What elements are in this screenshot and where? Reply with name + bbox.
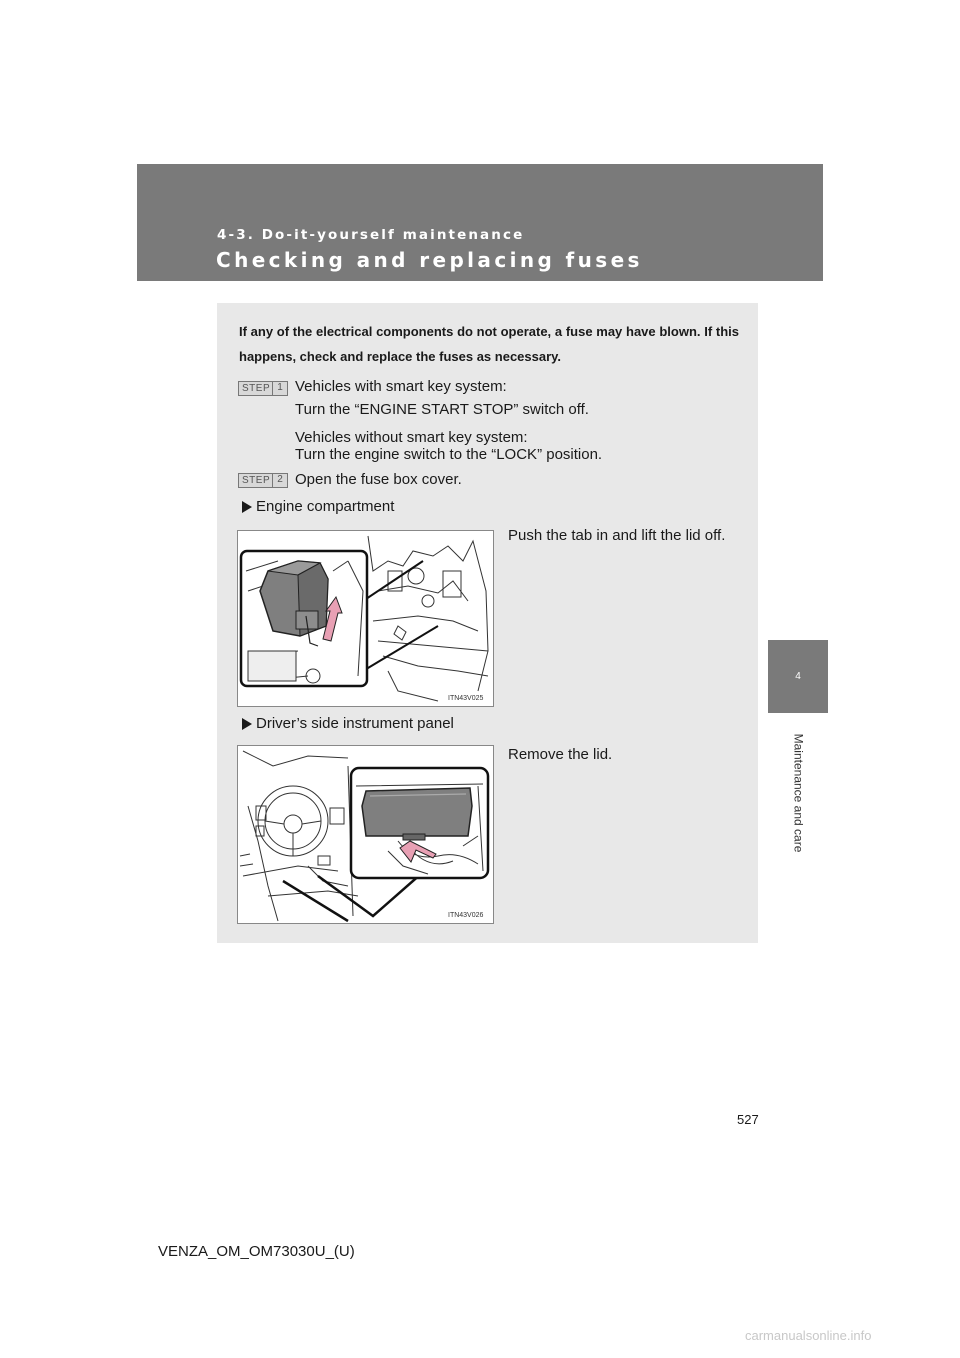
watermark: carmanualsonline.info [745,1328,872,1343]
step-1-number: 1 [272,381,287,396]
instrument-panel-drawing [238,746,493,923]
instrument-panel-illustration [237,745,494,924]
engine-fuse-box-drawing [238,531,493,706]
engine-description: Push the tab in and lift the lid off. [508,527,726,544]
section-header [137,164,823,281]
bullet-arrow-icon [242,501,252,513]
page-title: Checking and replacing fuses [216,248,643,272]
chapter-tab-number: 4 [768,640,828,713]
step-2-word: STEP [242,475,271,486]
intro-text: If any of the electrical components do not operate, a fuse may have blown. If this happens, check and replace the fuses as necessary. [239,324,739,364]
step-1-line-1: Vehicles with smart key system: [295,378,507,395]
content-panel [217,303,758,943]
step-1-line-4: Turn the engine switch to the “LOCK” position. [295,446,603,463]
step-2-number: 2 [272,473,287,488]
engine-heading: Engine compartment [256,498,395,515]
engine-illustration-code: ITN43V025 [448,695,484,702]
document-id: VENZA_OM_OM73030U_(U) [158,1243,355,1260]
step-1-badge [238,381,288,396]
bullet-arrow-icon [242,718,252,730]
step-2-text: Open the fuse box cover. [295,471,462,488]
step-2-badge [238,473,288,488]
panel-illustration-code: ITN43V026 [448,912,484,919]
step-1-line-2: Turn the “ENGINE START STOP” switch off. [295,401,589,418]
engine-compartment-illustration [237,530,494,707]
step-1-word: STEP [242,383,271,394]
driver-heading: Driver’s side instrument panel [256,715,454,732]
chapter-tab-label [768,713,828,873]
section-label: 4-3. Do-it-yourself maintenance [217,227,525,243]
driver-description: Remove the lid. [508,746,613,763]
step-1-line-3: Vehicles without smart key system: [295,429,528,446]
chapter-tab-text: Maintenance and care [791,733,805,853]
page-number: 527 [737,1112,759,1127]
